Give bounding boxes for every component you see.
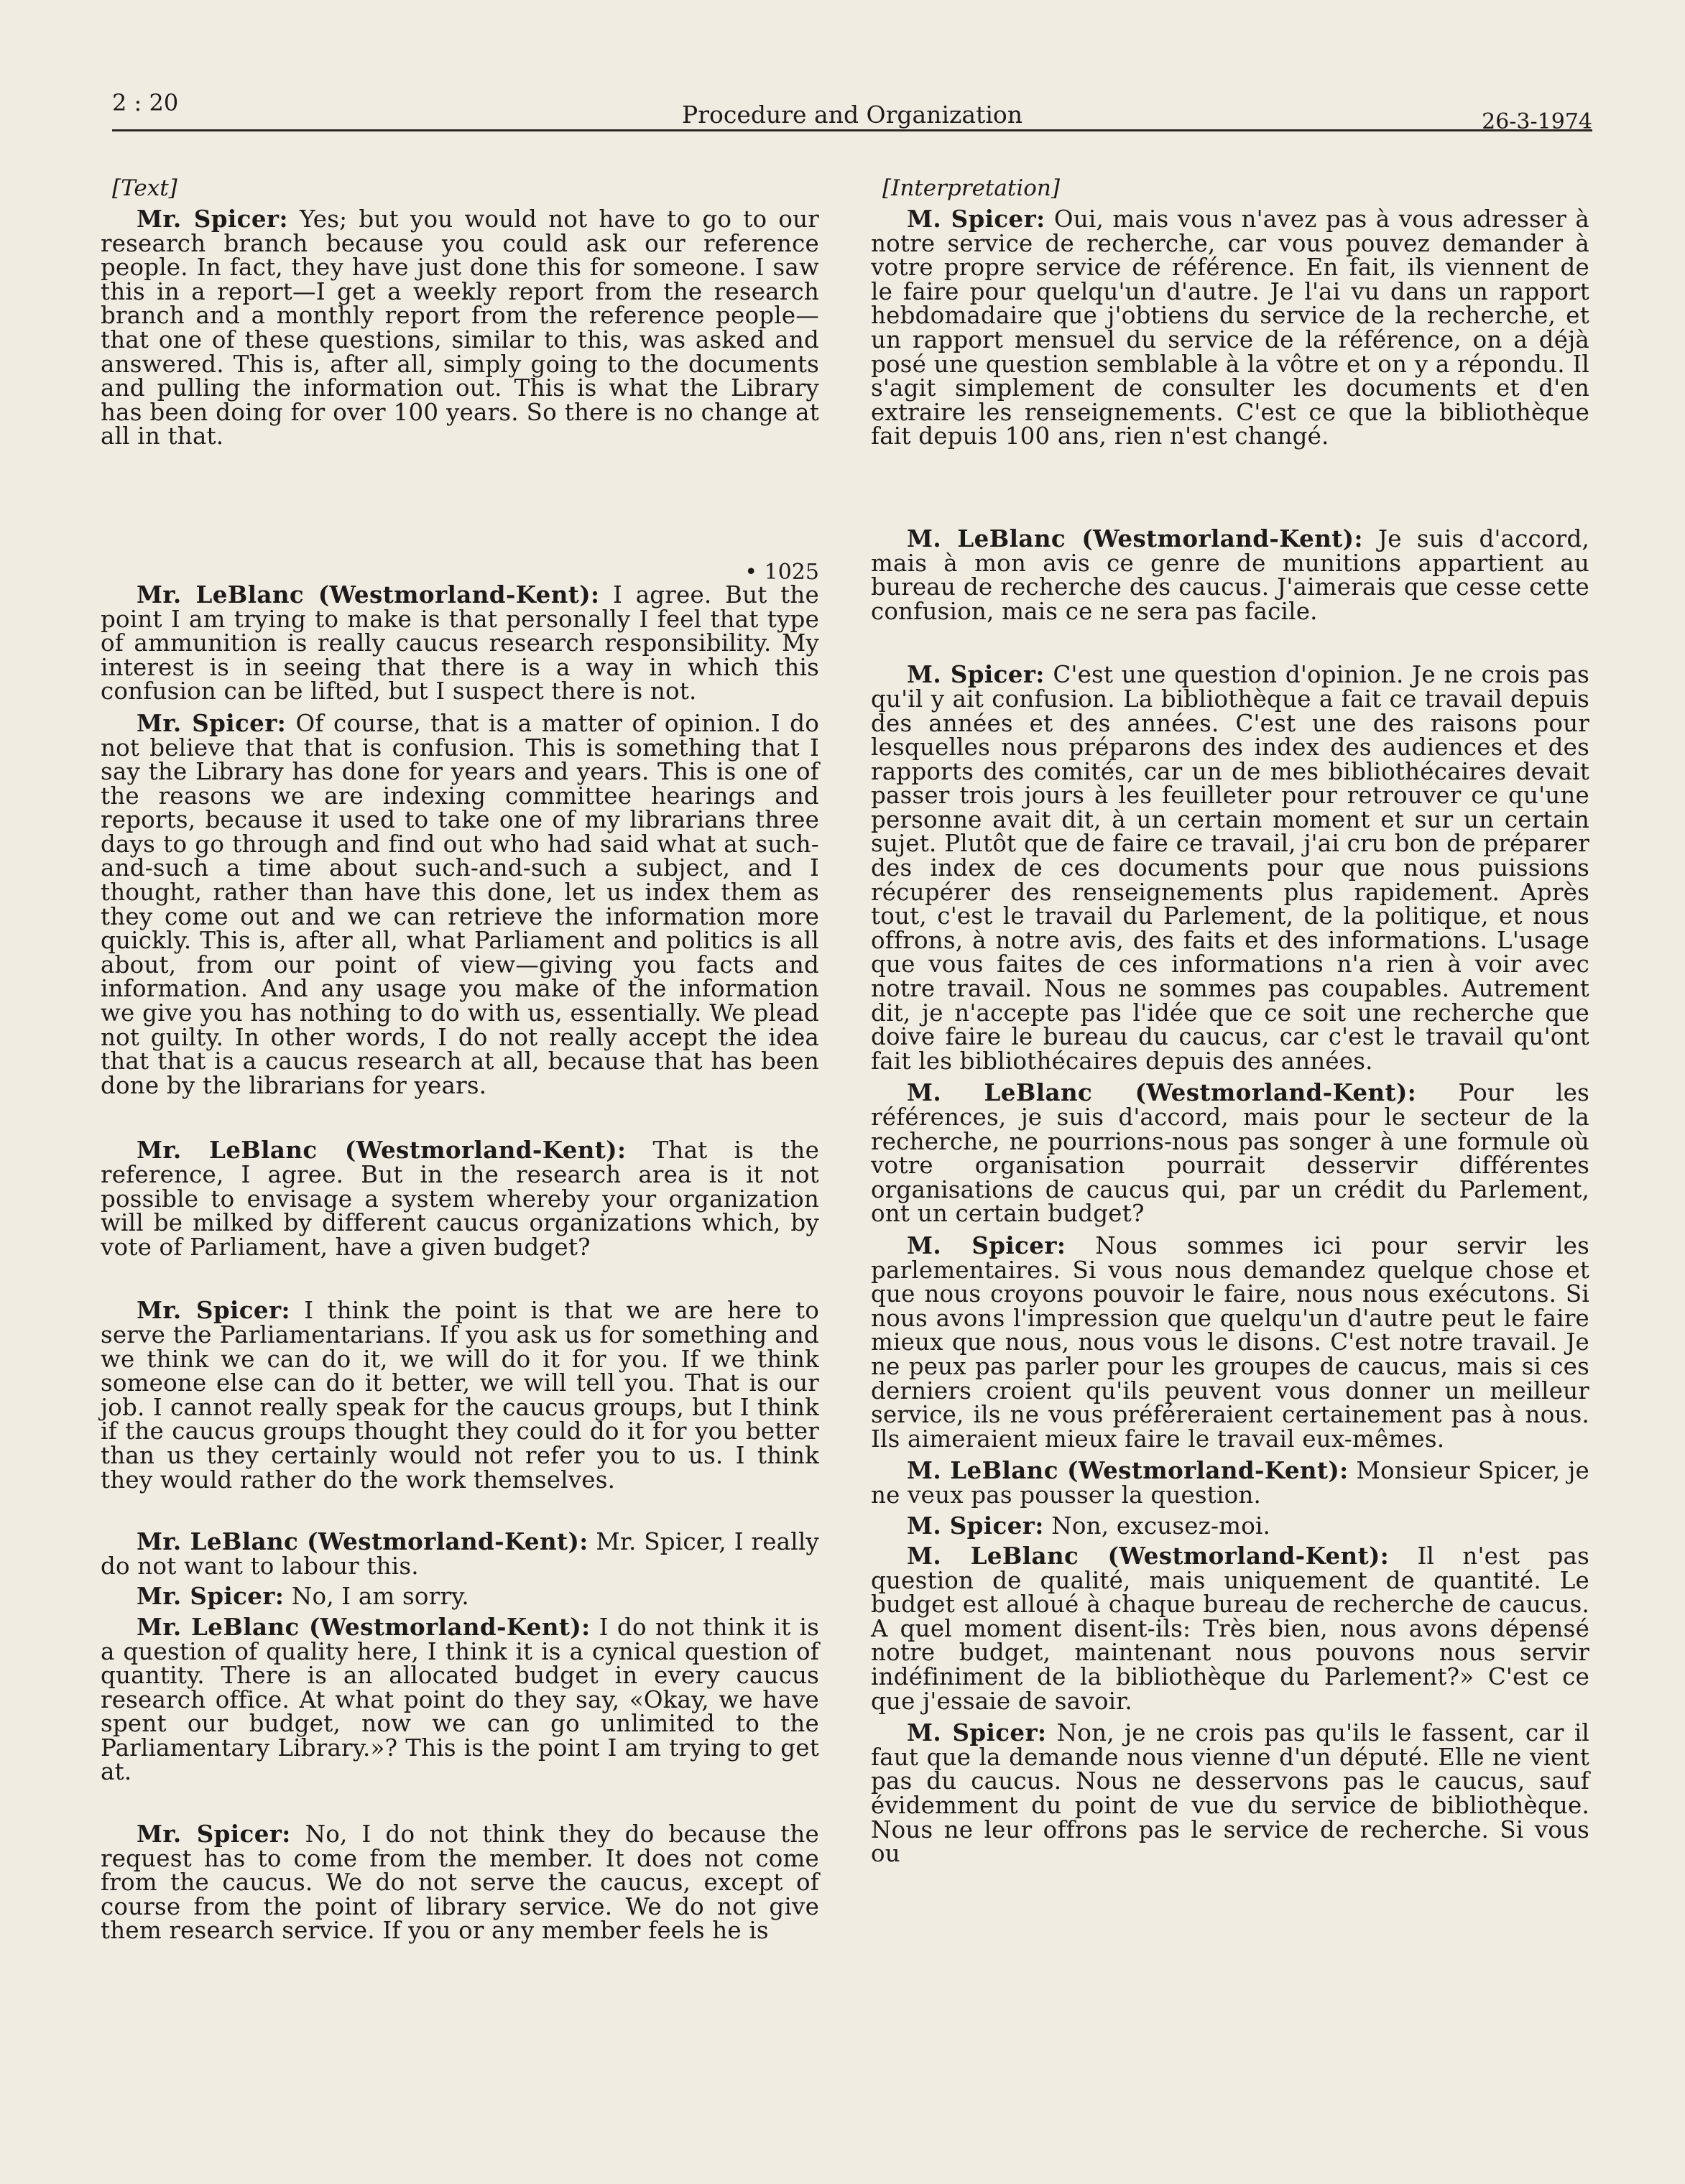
speaker-name: Mr. Spicer:	[137, 1582, 285, 1611]
speaker-name: M. Spicer:	[907, 1231, 1066, 1259]
paragraph	[101, 708, 819, 1099]
speech-text: Nous sommes ici pour servir les parlementaires. Si vous nous demandez quelque chose et que nous croyons pouvoir le faire, nous nous exécutons. Si nous avons l'impression que quelqu'un d'autre peut le faire mieux que nous, nous vous le disons. C'est notre travail. Je ne peux pas parler pour les groupes de caucus, mais si ces derniers croient qu'ils peuvent vous donner un meilleur service, ils ne vous préféreraient certainement pas à nous. Ils aimeraient mieux faire le travail eux-mêmes.	[871, 1231, 1589, 1453]
speaker-name: Mr. Spicer:	[137, 205, 288, 233]
speaker-name: M. LeBlanc (Westmorland-Kent):	[907, 1078, 1417, 1107]
column-label-text: [Text]	[112, 175, 177, 201]
paragraph	[101, 1298, 819, 1492]
paragraph	[101, 1138, 819, 1259]
speech-text: No, I am sorry.	[284, 1583, 469, 1611]
speaker-name: Mr. Spicer:	[137, 1296, 290, 1325]
speaker-name: Mr. Spicer:	[137, 1820, 291, 1848]
paragraph	[871, 1511, 1589, 1540]
speech-text: That is the reference, I agree. But in the research area is it not possible to envisage a system whereby your organization will be milked by different caucus organizations which, by vote of Parliament, have a given budget?	[101, 1137, 819, 1261]
speaker-name: M. Spicer:	[907, 1718, 1047, 1747]
speech-text: C'est une question d'opinion. Je ne crois pas qu'il y ait confusion. La bibliothèque a fait ce travail depuis des années et des années. C'est une des raisons pour lesquelles nous préparons des index des audiences et des rapports des comités, car un de mes bibliothécaires devait passer trois jours à les feuilleter pour retrouver ce qu'une personne avait dit, à un certain moment et sur un certain sujet. Plutôt que de faire ce travail, j'ai cru bon de préparer des index de ces documents pour que nous puissions récupérer des renseignements plus rapidement. Après tout, c'est le travail du Parlement, de la politique, et nous offrons, à notre avis, des faits et des informations. L'usage que vous faites de ces informations n'a rien à voir avec notre travail. Nous ne sommes pas coupables. Autrement dit, je n'accepte pas l'idée que ce soit une recherche que doive faire le bureau du caucus, car c'est le travail qu'ont fait les bibliothécaires depuis des années.	[871, 661, 1590, 1075]
paragraph	[871, 1231, 1589, 1453]
page-title: Procedure and Organization	[681, 101, 1022, 129]
speaker-name: Mr. LeBlanc (Westmorland-Kent):	[137, 1136, 627, 1165]
speaker-name: Mr. LeBlanc (Westmorland-Kent):	[137, 580, 600, 609]
page-number: 2 : 20	[112, 89, 179, 116]
time-marker: • 1025	[744, 559, 819, 585]
speaker-name: Mr. LeBlanc (Westmorland-Kent):	[137, 1527, 588, 1556]
paragraph	[871, 1078, 1589, 1228]
paragraph	[101, 1527, 819, 1580]
speech-text: Non, je ne crois pas qu'ils le fassent, car il faut que la demande nous vienne d'un député. Elle ne vient pas du caucus. Nous ne desservons pas le caucus, sauf évidemment du point de vue du service de bibliothèque. Nous ne leur offrons pas le service de recherche. Si vous ou	[871, 1719, 1590, 1868]
paragraph	[871, 662, 1589, 1073]
paragraph	[871, 1718, 1590, 1868]
speech-text: I think the point is that we are here to serve the Parliamentarians. If you ask us for something and we think we can do it, we will do it for you. If we think someone else can do it better, we will tell you. That is our job. I cannot really speak for the caucus groups, but I think if the caucus groups thought they could do it for you better than us they certainly would not refer you to us. I think they would rather do the work themselves.	[101, 1297, 819, 1494]
speaker-name: M. Spicer:	[907, 660, 1045, 689]
speech-text: Mr. Spicer, I really do not want to labour this.	[101, 1528, 819, 1580]
speech-text: No, I do not think they do because the request has to come from the member. It does not come from the caucus. We do not serve the caucus, except of course from the point of library service. We do not give them research service. If you or any member feels he is	[101, 1820, 819, 1945]
speech-text: Il n'est pas question de qualité, mais uniquement de quantité. Le budget est alloué à chaque bureau de recherche de caucus. A quel moment disent-ils: Très bien, nous avons dépensé notre budget, maintenant nous pouvons nous servir indéfiniment de la bibliothèque du Parlement?» C'est ce que j'essaie de savoir.	[871, 1542, 1589, 1715]
speech-text: Of course, that is a matter of opinion. I do not believe that that is confusion. This is something that I say the Library has done for years and years. This is one of the reasons we are indexing committee hearings and reports, because it used to take one of my librarians three days to go through and find out who had said what at such-and-such a time about such-and-such a subject, and I thought, rather than have this done, let us index them as they come out and we can retrieve the information more quickly. This is, after all, what Parliament and politics is all about, from our point of view—giving you facts and information. And any usage you make of the information we give you has nothing to do with us, essentially. We plead not guilty. In other words, I do not really accept the idea that that is a caucus research at all, because that has been done by the librarians for years.	[101, 709, 819, 1099]
paragraph	[101, 1584, 819, 1609]
speech-text: Pour les références, je suis d'accord, mais pour le secteur de la recherche, ne pourrions-nous pas songer à une formule où votre organisation pourrait desservir différentes organisations de caucus qui, par un crédit du Parlement, ont un certain budget?	[871, 1079, 1589, 1228]
paragraph	[101, 1612, 819, 1786]
speech-text: Non, excusez-moi.	[1043, 1512, 1271, 1540]
speech-text: Yes; but you would not have to go to our research branch because you could ask our reference people. In fact, they have just done this for someone. I saw this in a report—I get a weekly report from the research branch and a monthly report from the reference people—that one of these questions, similar to this, was asked and answered. This is, after all, simply going to the documents and pulling the information out. This is what the Library has been doing for over 100 years. So there is no change at all in that.	[101, 205, 819, 450]
speaker-name: M. LeBlanc (Westmorland-Kent):	[907, 1542, 1390, 1570]
column-label-interpretation: [Interpretation]	[882, 175, 1060, 201]
paragraph	[101, 207, 819, 449]
speech-text: Monsieur Spicer, je ne veux pas pousser la question.	[871, 1457, 1589, 1509]
paragraph	[101, 1822, 819, 1943]
speaker-name: Mr. LeBlanc (Westmorland-Kent):	[137, 1612, 591, 1641]
paragraph	[871, 1458, 1589, 1507]
speaker-name: M. Spicer:	[907, 205, 1045, 233]
left-column	[101, 172, 819, 1943]
paragraph	[871, 524, 1589, 625]
speaker-name: M. LeBlanc (Westmorland-Kent):	[907, 1456, 1349, 1485]
speech-text: Oui, mais vous n'avez pas à vous adresser à notre service de recherche, car vous pouvez demander à votre propre service de référence. En fait, ils viennent de le faire pour quelqu'un d'autre. Je l'ai vu dans un rapport hebdomadaire que j'obtiens du service de la recherche, et un rapport mensuel du service de la référence, on a déjà posé une question semblable à la vôtre et on y a répondu. Il s'agit simplement de consulter les documents et d'en extraire les renseignements. C'est ce que la bibliothèque fait depuis 100 ans, rien n'est changé.	[871, 205, 1589, 450]
page-date: 26-3-1974	[1482, 109, 1592, 134]
right-column	[871, 172, 1589, 1866]
page-header	[112, 85, 1592, 134]
paragraph	[871, 1544, 1589, 1713]
speaker-name: M. LeBlanc (Westmorland-Kent):	[907, 524, 1363, 552]
speech-text: I agree. But the point I am trying to make is that personally I feel that type of ammunition is really caucus research responsibility. My interest is in seeing that there is a way in which this confusion can be lifted, but I suspect there is not.	[101, 580, 819, 705]
speaker-name: Mr. Spicer:	[137, 708, 287, 737]
speech-text: Je suis d'accord, mais à mon avis ce genre de munitions appartient au bureau de recherche des caucus. J'aimerais que cesse cette confusion, mais ce ne sera pas facile.	[871, 524, 1589, 625]
paragraph	[871, 207, 1589, 449]
paragraph	[101, 580, 819, 705]
speech-text: I do not think it is a question of quality here, I think it is a cynical question of quantity. There is an allocated budget in every caucus research office. At what point do they say, «Okay, we have spent our budget, now we can go unlimited to the Parliamentary Library.»? This is the point I am trying to get at.	[101, 1613, 819, 1786]
speaker-name: M. Spicer:	[907, 1511, 1044, 1540]
